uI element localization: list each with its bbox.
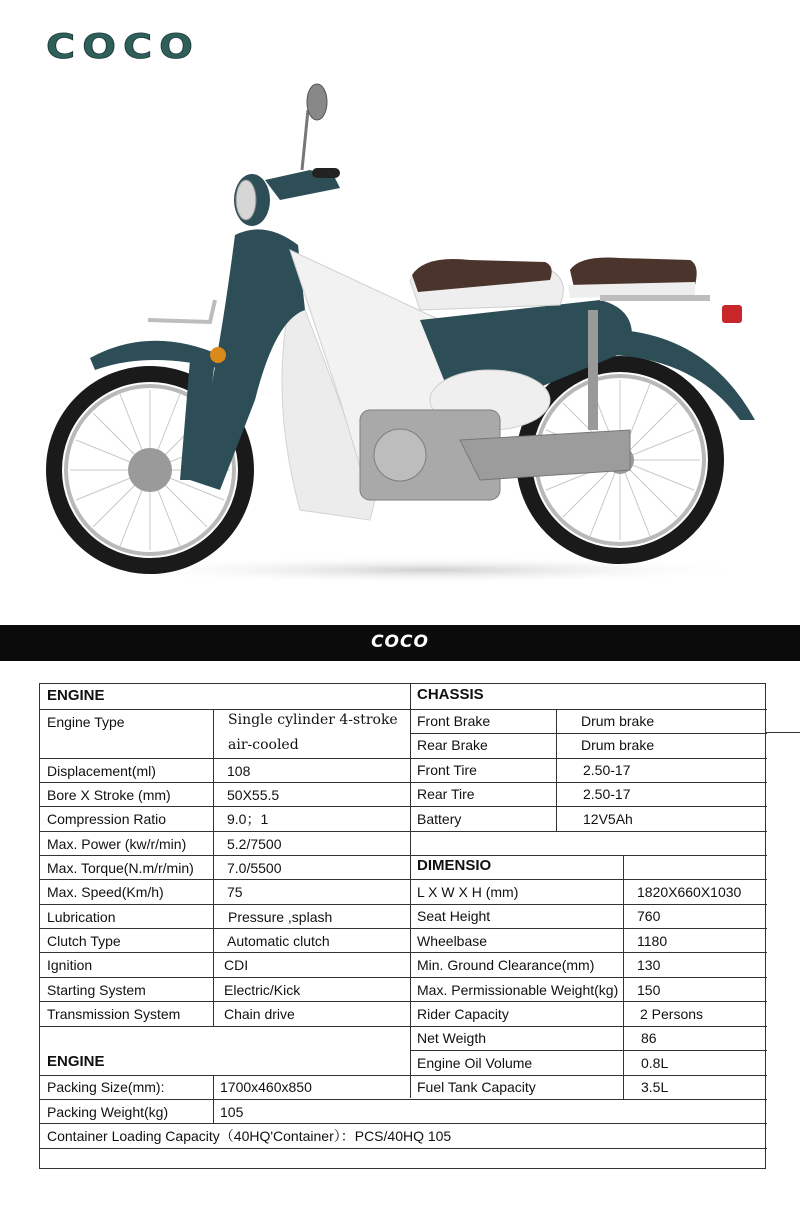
engine-oil-label: Engine Oil Volume xyxy=(417,1055,533,1071)
seat-height-label: Seat Height xyxy=(417,908,491,924)
front-brake-value: Drum brake xyxy=(581,713,655,729)
fuel-tank-label: Fuel Tank Capacity xyxy=(417,1079,536,1095)
packing-size-label: Packing Size(mm): xyxy=(47,1079,165,1095)
table-edge-stub xyxy=(766,732,800,733)
vline-engine-values xyxy=(213,709,214,1026)
packing-weight-label: Packing Weight(kg) xyxy=(47,1104,169,1120)
wheelbase-value: 1180 xyxy=(637,933,668,949)
starting-system-label: Starting System xyxy=(47,982,146,998)
ignition-value: CDI xyxy=(224,957,249,973)
displacement-value: 108 xyxy=(227,763,251,779)
chassis-heading: CHASSIS xyxy=(417,686,484,703)
ground-clearance-label: Min. Ground Clearance(mm) xyxy=(417,957,595,973)
net-weight-value: 86 xyxy=(641,1030,657,1046)
fuel-tank-value: 3.5L xyxy=(641,1079,669,1095)
max-speed-value: 75 xyxy=(227,884,243,900)
front-brake-label: Front Brake xyxy=(417,713,491,729)
bore-stroke-label: Bore X Stroke (mm) xyxy=(47,787,171,803)
max-torque-value: 7.0/5500 xyxy=(227,860,282,876)
max-torque-label: Max. Torque(N.m/r/min) xyxy=(47,860,194,876)
max-power-label: Max. Power (kw/r/min) xyxy=(47,836,187,852)
seat-height-value: 760 xyxy=(637,908,661,924)
vline-chassis-values xyxy=(556,709,557,831)
max-weight-value: 150 xyxy=(637,982,661,998)
brand-logo-text: COCO xyxy=(46,30,200,64)
motorcycle-photo xyxy=(40,70,780,590)
engine-type-value-line2: air-cooled xyxy=(228,737,299,753)
compression-ratio-value: 9.0；1 xyxy=(227,811,269,827)
rear-brake-label: Rear Brake xyxy=(417,737,488,753)
net-weight-label: Net Weigth xyxy=(417,1030,486,1046)
lubrication-value: Pressure ,splash xyxy=(228,909,333,925)
front-tire-label: Front Tire xyxy=(417,762,477,778)
lubrication-label: Lubrication xyxy=(47,909,116,925)
rear-tire-label: Rear Tire xyxy=(417,786,475,802)
engine-type-label: Engine Type xyxy=(47,714,125,730)
dimensions-heading: DIMENSIO xyxy=(417,857,492,874)
bore-stroke-value: 50X55.5 xyxy=(227,787,280,803)
engine-heading: ENGINE xyxy=(47,687,105,704)
lwh-value: 1820X660X1030 xyxy=(637,884,742,900)
engine-type-value: Single cylinder 4-stroke xyxy=(228,712,398,728)
transmission-system-label: Transmission System xyxy=(47,1006,181,1022)
ground-clearance-value: 130 xyxy=(637,957,661,973)
max-power-value: 5.2/7500 xyxy=(227,836,282,852)
packing-heading: ENGINE xyxy=(47,1053,105,1070)
starting-system-value: Electric/Kick xyxy=(224,982,301,998)
displacement-label: Displacement(ml) xyxy=(47,763,156,779)
wheelbase-label: Wheelbase xyxy=(417,933,488,949)
rear-tire-value: 2.50-17 xyxy=(583,786,631,802)
vline-middle xyxy=(410,684,411,1098)
clutch-type-value: Automatic clutch xyxy=(227,933,330,949)
clutch-type-label: Clutch Type xyxy=(47,933,121,949)
battery-value: 12V5Ah xyxy=(583,811,633,827)
spec-table xyxy=(39,683,766,1169)
compression-ratio-label: Compression Ratio xyxy=(47,811,167,827)
lwh-label: L X W X H (mm) xyxy=(417,884,519,900)
front-tire-value: 2.50-17 xyxy=(583,762,631,778)
title-banner xyxy=(0,625,800,661)
packing-weight-value: 105 xyxy=(220,1104,244,1120)
container-capacity: Container Loading Capacity（40HQ'Container）：PCS/40HQ 105 xyxy=(47,1128,452,1144)
max-speed-label: Max. Speed(Km/h) xyxy=(47,884,164,900)
rear-brake-value: Drum brake xyxy=(581,737,655,753)
banner-title: COCO xyxy=(371,632,429,652)
brand-logo xyxy=(44,30,204,64)
battery-label: Battery xyxy=(417,811,462,827)
rider-capacity-label: Rider Capacity xyxy=(417,1006,509,1022)
max-weight-label: Max. Permissionable Weight(kg) xyxy=(417,982,619,998)
packing-size-value: 1700x460x850 xyxy=(220,1079,312,1095)
transmission-system-value: Chain drive xyxy=(224,1006,295,1022)
ignition-label: Ignition xyxy=(47,957,93,973)
engine-oil-value: 0.8L xyxy=(641,1055,669,1071)
rider-capacity-value: 2 Persons xyxy=(640,1006,704,1022)
